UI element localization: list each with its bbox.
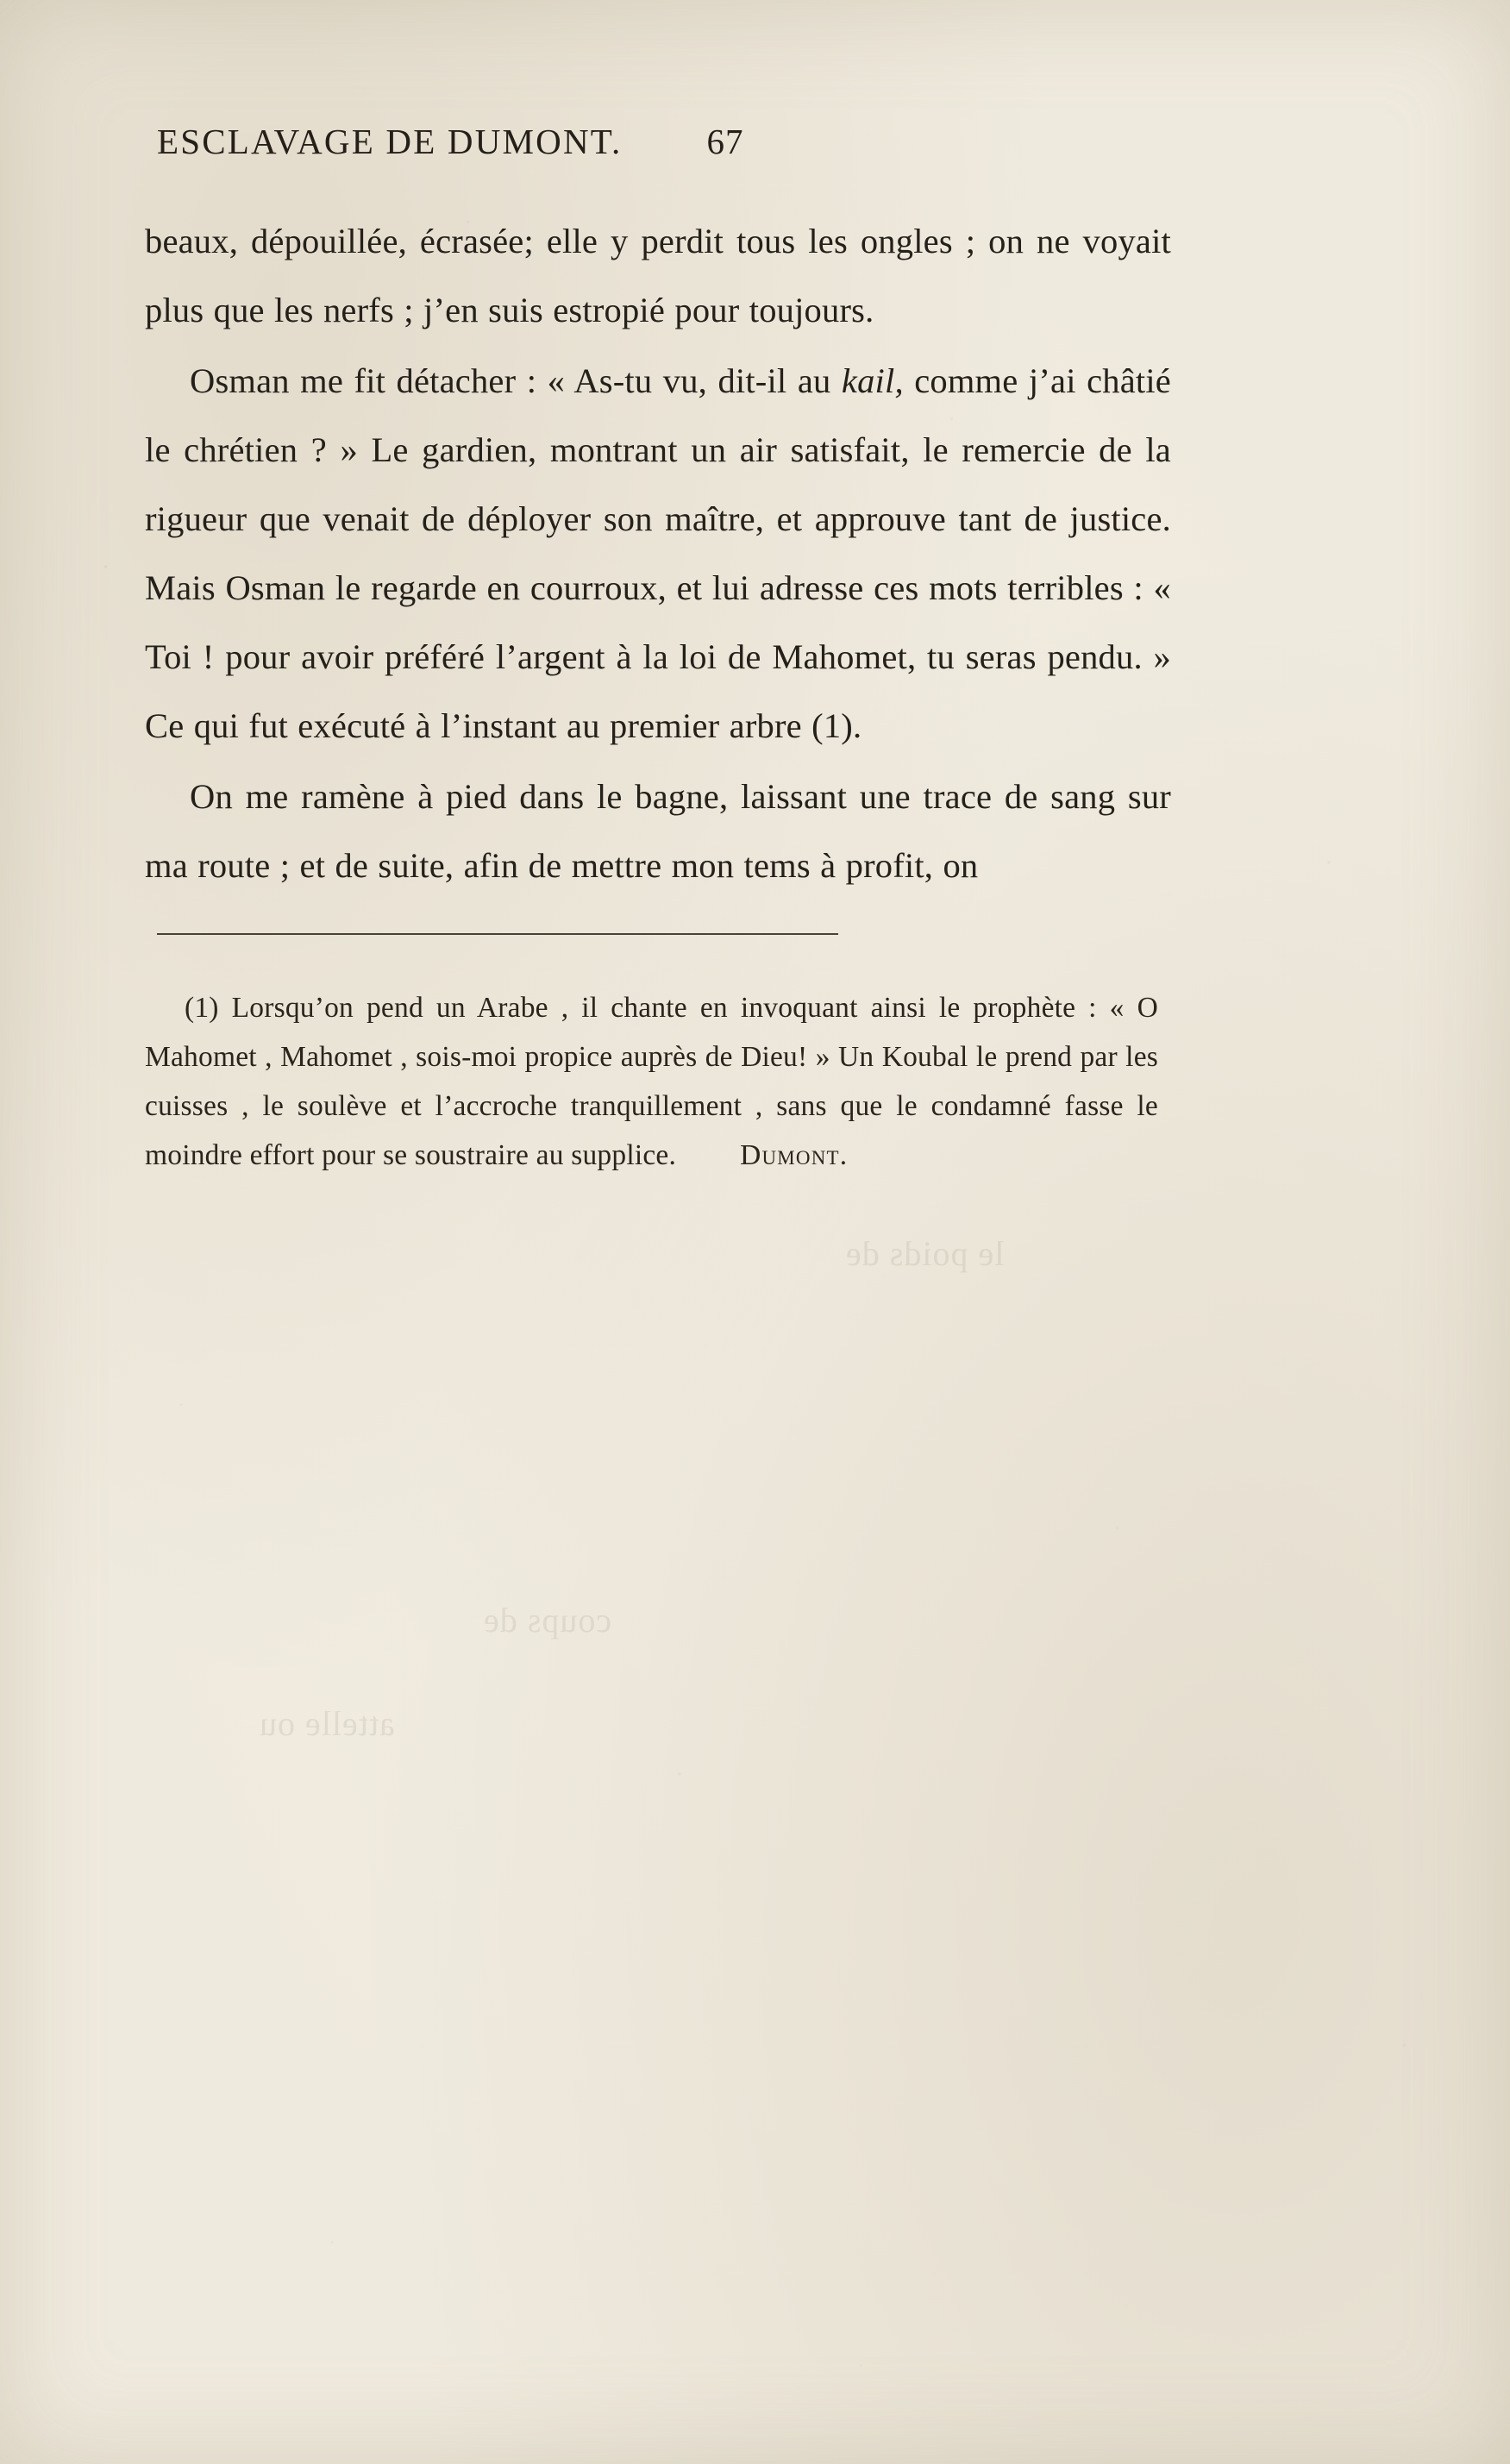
paragraph-1: beaux, dépouillée, écrasée; elle y perdit tous les ongles ; on ne voyait plus que les nerfs ; j’en suis estropié pour toujours.	[145, 222, 1171, 329]
footnote-body: (1) Lorsqu’on pend un Arabe , il chante en invoquant ainsi le prophète : « O Mahomet , Mahomet , sois-moi propice auprès de Dieu! » Un Koubal le prend par les cuisses , le soulève et l’accroche tranquillement , sans que le condamné fasse le moindre effort pour se soustraire au supplice.	[145, 992, 1158, 1171]
footnote-text	[145, 983, 1158, 1180]
bleed-through-text-2: coups de	[483, 1601, 612, 1640]
page-number: 67	[706, 122, 744, 161]
page-title: ESCLAVAGE DE DUMONT.	[157, 122, 623, 161]
body-text	[145, 207, 1171, 900]
footnote-divider	[157, 933, 838, 935]
bleed-through-text-1: le poids de	[845, 1234, 1005, 1273]
bleed-through-text-3: attelle ou	[259, 1704, 395, 1743]
paragraph-2-part-2: comme j’ai châtié le chrétien ? » Le gardien, montrant un air satisfait, le remercie de la rigueur que venait de déployer son maître, et approuve tant de justice. Mais Osman le regarde en courroux, et lui adresse ces mots terribles : « Toi ! pour avoir préféré l’argent à la loi de Mahomet, tu seras pendu. » Ce qui fut exécuté à l’instant au premier arbre (1).	[145, 361, 1171, 745]
running-head	[145, 121, 1171, 162]
paragraph-2	[145, 347, 1171, 761]
footnote-block	[145, 983, 1158, 1180]
paragraph-2-part-1: Osman me fit détacher : « As-tu vu, dit-il au	[190, 361, 842, 400]
paragraph-3: On me ramène à pied dans le bagne, laissant une trace de sang sur ma route ; et de suite, afin de mettre mon tems à profit, on	[145, 777, 1171, 885]
footnote-signature: Dumont.	[740, 1139, 849, 1171]
foreign-term-kail: kail,	[841, 361, 904, 400]
page-content	[145, 121, 1171, 1180]
